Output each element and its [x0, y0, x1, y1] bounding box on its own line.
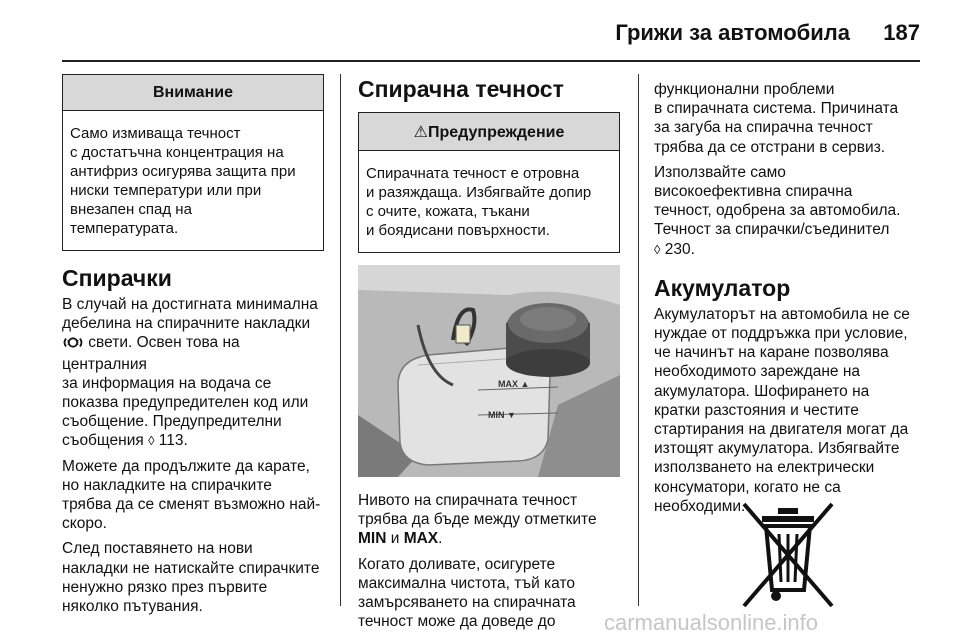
brake-wear-icon	[62, 335, 84, 354]
caution-box	[62, 74, 324, 251]
column-divider-2	[638, 74, 639, 606]
text-line: нуждае от поддръжка при условие,	[654, 325, 908, 343]
caution-line: температурата.	[70, 220, 179, 237]
page-ref-arrow-icon: ◊	[148, 433, 155, 449]
header-title: Грижи за автомобила	[615, 20, 850, 45]
text-line: максимална чистота, тъй като	[358, 574, 575, 592]
max-mark-label: MAX ▲	[498, 379, 530, 389]
text-line: необходимото зареждане на	[654, 363, 861, 381]
caution-line: антифриз осигурява защита при	[70, 163, 296, 180]
caption-end: .	[438, 530, 443, 548]
warning-box-body	[359, 151, 619, 252]
text-line: стартирания на двигателя могат да	[654, 421, 909, 439]
crossed-out-bin-icon	[740, 500, 836, 610]
caution-line: Само измиваща течност	[70, 125, 241, 142]
text-line: Акумулаторът на автомобила не се	[654, 305, 910, 323]
brakes-paragraph-2	[62, 457, 324, 534]
warning-box-title	[359, 113, 619, 151]
brakes-paragraph-3	[62, 539, 324, 616]
battery-heading: Акумулатор	[654, 274, 791, 301]
brake-fluid-reservoir-photo	[358, 265, 620, 477]
column-1	[62, 74, 324, 616]
text-line: в спирачната система. Причината	[654, 100, 899, 118]
fill-paragraph	[358, 555, 620, 632]
text-line: трябва да се сменят възможно най-	[62, 496, 321, 514]
caution-line: внезапен спад на	[70, 201, 192, 218]
text-line: ненужно рязко през първите	[62, 578, 268, 596]
text-line: течност може да доведе до	[358, 613, 556, 631]
text-line: трябва да се отстрани в сервиз.	[654, 138, 886, 156]
text-line: показва предупредителен код или	[62, 394, 309, 412]
page-header	[62, 14, 920, 50]
text-line: консуматори, когато не са	[654, 478, 841, 496]
caution-box-title: Внимание	[63, 75, 323, 111]
text-line: трябва да бъде между отметките	[358, 511, 597, 529]
watermark: carmanualsonline.info	[604, 610, 819, 635]
text-line: но накладките на спирачките	[62, 476, 272, 494]
caution-line: с достатъчна концентрация на	[70, 144, 284, 161]
text-line: използването на електрически	[654, 459, 875, 477]
warning-line: с очите, кожата, тъкани	[366, 203, 530, 220]
text-line: замърсяването на спирачната	[358, 594, 576, 612]
text-line: скоро.	[62, 515, 107, 533]
text-line: Можете да продължите да карате,	[62, 457, 310, 475]
battery-paragraph	[654, 305, 924, 516]
header-rule	[62, 60, 920, 62]
warning-box	[358, 112, 620, 253]
brakes-heading: Спирачки	[62, 265, 172, 291]
photo-caption	[358, 491, 620, 549]
text-line: дебелина на спирачните накладки	[62, 315, 311, 333]
brake-fluid-heading: Спирачна течност	[358, 76, 564, 102]
text-line: за загуба на спирачна течност	[654, 119, 873, 137]
min-label: MIN	[358, 530, 387, 548]
column-divider-1	[340, 74, 341, 606]
page-ref[interactable]: 230.	[660, 240, 695, 258]
text-line: Използвайте само	[654, 163, 786, 181]
text-line: Течност за спирачки/съединител	[654, 221, 890, 239]
text-line: След поставянето на нови	[62, 540, 253, 558]
column-3	[654, 80, 924, 516]
text-line: изтощят акумулатора. Избягвайте	[654, 440, 900, 458]
brakes-paragraph-1	[62, 295, 324, 451]
text-line: течност, одобрена за автомобила.	[654, 202, 901, 220]
text-line: кратки разстояния и честите	[654, 401, 859, 419]
min-mark-label: MIN ▼	[488, 410, 516, 420]
text-line: Когато доливате, осигурете	[358, 555, 556, 573]
caution-line: ниски температури или при	[70, 182, 262, 199]
max-label: MAX	[403, 530, 439, 548]
text-line: няколко пътувания.	[62, 598, 203, 616]
text-line: високоефективна спирачна	[654, 183, 853, 201]
text-line: за информация на водача се	[62, 374, 272, 392]
text-line: накладки не натискайте спирачките	[62, 559, 320, 577]
continued-paragraph	[654, 80, 924, 157]
text-line: съобщение. Предупредителни	[62, 413, 282, 431]
text-line: акумулатора. Шофирането на	[654, 382, 870, 400]
text-line: че начинът на каране позволява	[654, 344, 889, 362]
text-line: В случай на достигната минимална	[62, 296, 318, 313]
text-line: Нивото на спирачната течност	[358, 492, 578, 509]
text-line: функционални проблеми	[654, 81, 835, 98]
and-word: и	[386, 530, 404, 548]
fluid-type-paragraph	[654, 163, 924, 259]
column-2	[358, 76, 620, 631]
page-ref-arrow-icon: ◊	[654, 241, 661, 257]
caution-box-body	[63, 111, 323, 250]
warning-title-text: Предупреждение	[428, 124, 565, 141]
text-line: необходими.	[654, 497, 746, 515]
warning-line: Спирачната течност е отровна	[366, 165, 580, 182]
page-number: 187	[883, 20, 920, 45]
reservoir-illustration	[358, 265, 620, 477]
text-line: свети. Освен това на централния	[62, 334, 240, 373]
text-line: съобщения	[62, 432, 149, 450]
warning-line: и боядисани повърхности.	[366, 222, 550, 239]
warning-triangle-icon: ⚠	[413, 124, 428, 141]
warning-line: и разяждаща. Избягвайте допир	[366, 184, 592, 201]
page-ref[interactable]: 113.	[154, 432, 188, 450]
